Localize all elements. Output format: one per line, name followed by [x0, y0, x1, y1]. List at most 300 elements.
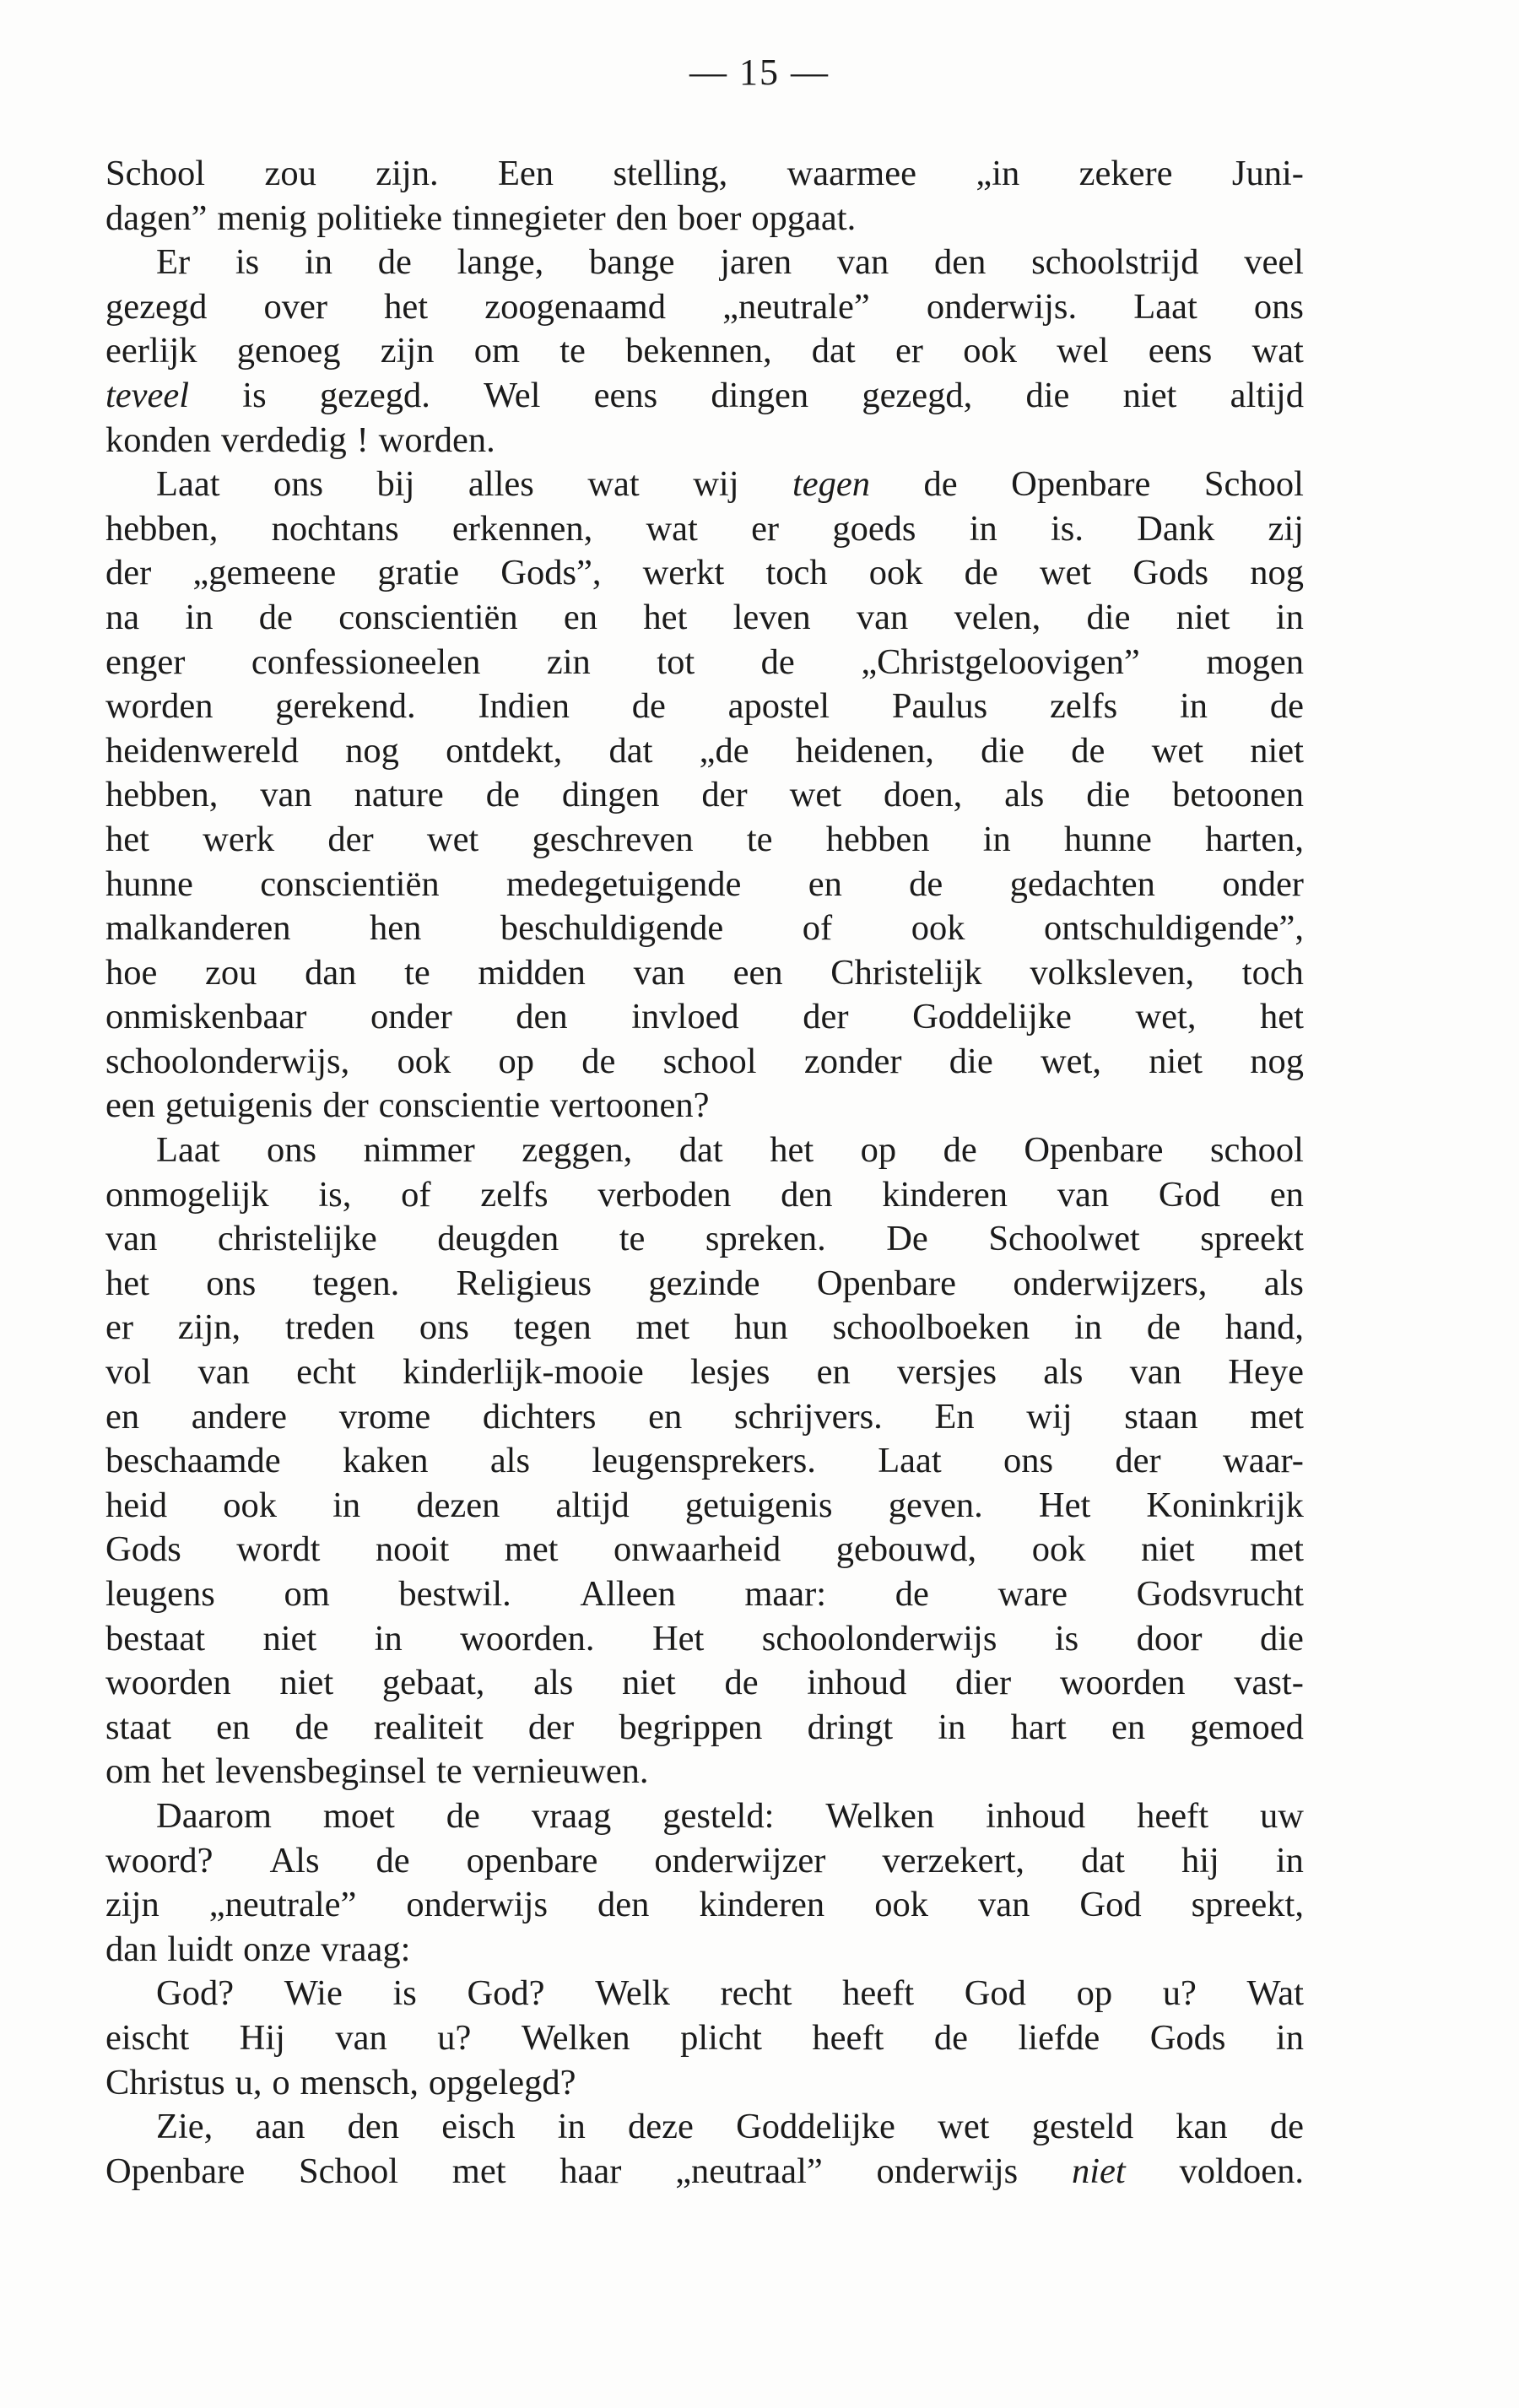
word: dat — [1081, 1840, 1125, 1880]
word: opgaat. — [751, 198, 857, 238]
word: als — [1263, 1263, 1304, 1303]
text-line — [105, 685, 1304, 729]
text-line — [105, 197, 1304, 241]
word: plicht — [680, 2017, 762, 2058]
word: schoolstrijd — [1031, 242, 1199, 283]
word: onderwijzer — [654, 1840, 826, 1880]
word: van — [633, 952, 685, 993]
word: menig — [217, 198, 307, 238]
word: Zie, — [156, 2107, 214, 2147]
word: zijn — [380, 331, 435, 371]
word: En — [934, 1396, 975, 1437]
word: schoolonderwijs, — [105, 1041, 350, 1081]
word: niet — [262, 1618, 317, 1659]
word: hunne — [105, 863, 193, 904]
word: en — [816, 1352, 851, 1393]
word: vol — [105, 1352, 152, 1393]
word: boer — [677, 198, 742, 238]
word: dichters — [482, 1396, 597, 1437]
word: wet — [938, 2107, 990, 2147]
word: ons — [273, 464, 324, 505]
word: der — [105, 553, 152, 593]
word: kinderen — [882, 1174, 1008, 1215]
word: hun — [734, 1307, 788, 1348]
word: Openbare — [1024, 1130, 1164, 1171]
word: Paulus — [891, 686, 988, 727]
word: der — [527, 1707, 575, 1747]
text-line — [105, 1839, 1304, 1884]
word: schrijvers. — [733, 1396, 883, 1437]
word: met — [1250, 1396, 1304, 1437]
word: toch — [1241, 952, 1304, 993]
word: eens — [1148, 331, 1213, 371]
word: heidenwereld — [105, 730, 299, 771]
word: van — [197, 1352, 250, 1393]
word: der — [803, 997, 849, 1037]
word: de — [376, 1840, 410, 1880]
word: nog — [1250, 1041, 1304, 1081]
word: apostel — [727, 686, 830, 727]
word: Alleen — [580, 1574, 676, 1614]
word: levensbeginsel — [215, 1751, 427, 1792]
word: God? — [156, 1973, 235, 2014]
word: altijd — [1230, 375, 1304, 415]
word: woorden — [1059, 1663, 1186, 1703]
word: dat — [811, 331, 856, 371]
word: vertoonen? — [549, 1085, 710, 1126]
word: na — [105, 597, 140, 637]
word: wat — [587, 464, 640, 505]
word: wij — [693, 464, 739, 505]
word: Gods — [1132, 553, 1209, 593]
word: gratie — [377, 553, 460, 593]
word: nog — [345, 730, 399, 771]
word: spreken. — [705, 1219, 826, 1259]
word: die — [1086, 775, 1131, 815]
word: Gods — [105, 1529, 181, 1570]
word: gesteld — [1031, 2107, 1134, 2147]
page-number: — 15 — — [689, 51, 830, 93]
word: Heye — [1228, 1352, 1304, 1393]
word: eischt — [105, 2017, 190, 2058]
word: zin — [546, 641, 591, 682]
word: eisch — [441, 2107, 516, 2147]
text-line — [105, 2150, 1304, 2194]
word: in — [1275, 1840, 1304, 1880]
word: hen — [370, 908, 422, 949]
text-line — [105, 1572, 1304, 1617]
word: „de — [699, 730, 749, 771]
word: is — [392, 1973, 417, 2014]
word: versjes — [896, 1352, 997, 1393]
word: tegen. — [312, 1263, 400, 1303]
word: verboden — [597, 1174, 732, 1215]
word: Openbare — [1011, 464, 1151, 505]
text-line — [105, 1040, 1304, 1085]
word: van — [977, 1885, 1030, 1925]
word: die — [1086, 597, 1131, 637]
text-line — [105, 1706, 1304, 1751]
word: wet, — [1040, 1041, 1101, 1081]
text-line — [105, 1262, 1304, 1307]
word: met — [635, 1307, 690, 1348]
word: Openbare — [816, 1263, 957, 1303]
word: ontschuldigende”, — [1043, 908, 1304, 949]
word: met — [451, 2151, 506, 2191]
word: te — [746, 819, 773, 859]
word: zekere — [1078, 154, 1173, 193]
word: openbare — [466, 1840, 598, 1880]
word: hand, — [1224, 1307, 1304, 1348]
word: die — [981, 730, 1025, 771]
text-line — [105, 241, 1304, 285]
word: bestwil. — [398, 1574, 511, 1614]
word: te — [404, 952, 430, 993]
word: die — [949, 1041, 993, 1081]
word: mogen — [1206, 641, 1304, 682]
word: om — [284, 1574, 330, 1614]
word: gezegd — [105, 286, 208, 327]
word: den — [615, 198, 668, 238]
word: ontdekt, — [446, 730, 563, 771]
word: goeds — [832, 508, 916, 549]
word: in — [1074, 1307, 1103, 1348]
word: getuigenis — [165, 1085, 313, 1126]
word: vraag: — [321, 1929, 411, 1969]
word: tinnegieter — [451, 198, 606, 238]
word: tot — [657, 641, 695, 682]
word: staan — [1124, 1396, 1198, 1437]
word: invloed — [631, 997, 739, 1037]
text-line — [105, 329, 1304, 374]
word: wordt — [236, 1529, 321, 1570]
word: leugensprekers. — [592, 1441, 816, 1481]
word: in — [1275, 2017, 1304, 2058]
word: liefde — [1018, 2017, 1100, 2058]
word: ons — [1253, 286, 1304, 327]
word: van — [335, 2017, 387, 2058]
word: ons — [419, 1307, 469, 1348]
word: erkennen, — [451, 508, 593, 549]
word: Laat — [878, 1441, 942, 1481]
word: school — [1210, 1130, 1304, 1171]
word: wij — [1026, 1396, 1073, 1437]
word: aan — [255, 2107, 305, 2147]
word: den — [597, 1885, 650, 1925]
word: nature — [354, 775, 444, 815]
word: de — [1146, 1307, 1181, 1348]
word: kan — [1176, 2107, 1228, 2147]
word: medegetuigende — [505, 863, 742, 904]
word: in — [969, 508, 997, 549]
word: realiteit — [373, 1707, 484, 1747]
word: niet — [1176, 597, 1230, 637]
word: de — [1269, 2107, 1304, 2147]
word: enger — [105, 641, 186, 682]
word: velen, — [954, 597, 1041, 637]
word: Godsvrucht — [1136, 1574, 1304, 1614]
word: dagen” — [105, 198, 208, 238]
word: Schoolwet — [988, 1219, 1140, 1259]
word: woorden — [105, 1663, 231, 1703]
word: zelfs — [480, 1174, 549, 1215]
word: Gods”, — [500, 553, 602, 593]
text-line — [105, 1661, 1304, 1706]
text-line — [105, 1794, 1304, 1839]
word: midden — [478, 952, 586, 993]
word: bange — [589, 242, 675, 283]
word: te — [619, 1219, 646, 1259]
text-line — [105, 1928, 1304, 1972]
word: God — [964, 1973, 1026, 2014]
word: God — [1079, 1885, 1142, 1925]
word: niet — [1250, 730, 1304, 771]
word: Wie — [284, 1973, 343, 2014]
word: die — [1259, 1618, 1304, 1659]
word: of — [802, 908, 833, 949]
word: is, — [318, 1174, 352, 1215]
word: School — [105, 154, 206, 193]
text-line — [105, 2105, 1304, 2150]
text-line — [105, 463, 1304, 507]
word: de — [923, 464, 958, 505]
word: de — [909, 863, 943, 904]
word: de — [943, 1130, 977, 1171]
word: volksleven, — [1030, 952, 1195, 993]
word: getuigenis — [684, 1485, 833, 1525]
word: Er — [156, 242, 191, 283]
word: niet — [1149, 1041, 1203, 1081]
word: Wat — [1246, 1973, 1304, 2014]
word: zij — [1268, 508, 1304, 549]
text-line — [105, 2016, 1304, 2061]
text-line — [105, 1883, 1304, 1928]
word: ons — [1003, 1441, 1054, 1481]
word: en — [1269, 1174, 1304, 1215]
word: onderwijs — [876, 2151, 1019, 2191]
word: „neutraal” — [675, 2151, 823, 2191]
text-line — [105, 773, 1304, 818]
word: onder — [1222, 863, 1304, 904]
word: dat — [608, 730, 653, 771]
word: kinderen — [699, 1885, 825, 1925]
word: in — [374, 1618, 403, 1659]
word: een — [105, 1085, 155, 1126]
word: hebben, — [105, 775, 219, 815]
word: zou — [205, 952, 257, 993]
word: Welken — [825, 1795, 935, 1836]
word: De — [886, 1219, 928, 1259]
word: kinderlijk-mooie — [403, 1352, 644, 1393]
word: ook — [223, 1485, 278, 1525]
word: in — [982, 819, 1011, 859]
word: dingen — [711, 375, 809, 415]
word: met — [504, 1529, 559, 1570]
word: dan — [305, 952, 357, 993]
word: Laat — [1133, 286, 1197, 327]
word: Dank — [1137, 508, 1215, 549]
word: het — [643, 597, 688, 637]
word: de — [377, 242, 412, 283]
word: op — [498, 1041, 534, 1081]
body-text — [105, 152, 1304, 2194]
word: gezegd. — [319, 375, 430, 415]
word: school — [662, 1041, 757, 1081]
word: Welk — [595, 1973, 670, 2014]
word: leugens — [105, 1574, 215, 1614]
word: u? — [1162, 1973, 1197, 2014]
text-line — [105, 1350, 1304, 1395]
word: nooit — [375, 1529, 450, 1570]
word: wet — [426, 819, 479, 859]
word: worden — [105, 686, 214, 727]
word: geschreven — [532, 819, 694, 859]
word: van — [856, 597, 909, 637]
emphasized-word: teveel — [105, 375, 190, 415]
word: conscientiën — [260, 863, 440, 904]
word: opgelegd? — [428, 2062, 576, 2102]
word: de — [895, 1574, 929, 1614]
word: u? — [437, 2017, 472, 2058]
word: ware — [997, 1574, 1068, 1614]
word: nimmer — [363, 1130, 475, 1171]
word: staat — [105, 1707, 171, 1747]
text-line — [105, 1173, 1304, 1218]
word: School — [1203, 464, 1304, 505]
word: bij — [376, 464, 415, 505]
word: in — [332, 1485, 361, 1525]
text-line — [105, 729, 1304, 774]
word: leven — [732, 597, 811, 637]
word: ons — [206, 1263, 257, 1303]
word: vast- — [1234, 1663, 1304, 1703]
word: „in — [976, 154, 1020, 193]
word: den — [516, 997, 568, 1037]
word: vraag — [531, 1795, 612, 1836]
word: eerlijk — [105, 331, 197, 371]
text-line — [105, 1084, 1304, 1128]
text-line — [105, 1528, 1304, 1572]
word: uw — [1259, 1795, 1304, 1836]
word: nochtans — [271, 508, 399, 549]
word: christelijke — [217, 1219, 377, 1259]
word: verzekert, — [882, 1840, 1025, 1880]
word: gebouwd, — [835, 1529, 977, 1570]
word: „Christgeloovigen” — [861, 641, 1140, 682]
word: dezen — [416, 1485, 500, 1525]
word: er — [105, 1307, 134, 1348]
word: om — [105, 1751, 152, 1792]
word: Religieus — [456, 1263, 592, 1303]
word: en — [105, 1396, 140, 1437]
text-line — [105, 951, 1304, 996]
word: waarmee — [787, 154, 916, 193]
word: een — [732, 952, 783, 993]
word: hebben, — [105, 508, 219, 549]
word: Als — [269, 1840, 320, 1880]
word: lange, — [457, 242, 544, 283]
word: deugden — [437, 1219, 559, 1259]
word: op — [860, 1130, 897, 1171]
word: vernieuwen. — [472, 1751, 649, 1792]
text-line — [105, 863, 1304, 907]
word: Een — [497, 154, 554, 193]
word: het — [384, 286, 429, 327]
word: worden. — [378, 419, 495, 460]
word: voldoen. — [1179, 2151, 1304, 2191]
word: bekennen, — [625, 331, 772, 371]
word: van — [1057, 1174, 1110, 1215]
text-line — [105, 818, 1304, 863]
word: moet — [322, 1795, 395, 1836]
word: den — [781, 1174, 833, 1215]
word: om — [473, 331, 520, 371]
word: in — [1275, 597, 1304, 637]
word: de — [295, 1707, 329, 1747]
word: gezegd, — [862, 375, 973, 415]
word: het — [161, 1751, 206, 1792]
word: echt — [296, 1352, 356, 1393]
word: geven. — [888, 1485, 983, 1525]
word: heeft — [1137, 1795, 1209, 1836]
word: onmogelijk — [105, 1174, 269, 1215]
word: zelfs — [1049, 686, 1118, 727]
word: werkt — [642, 553, 725, 593]
word: Openbare — [105, 2151, 246, 2191]
word: stelling, — [613, 154, 728, 193]
word: zijn, — [177, 1307, 241, 1348]
word: gebaat, — [381, 1663, 485, 1703]
word: die — [1025, 375, 1070, 415]
text-line — [105, 906, 1304, 951]
word: dan — [105, 1929, 158, 1969]
word: door — [1136, 1618, 1203, 1659]
word: en — [563, 597, 598, 637]
word: Het — [651, 1618, 705, 1659]
word: betoonen — [1172, 775, 1304, 815]
word: zoogenaamd — [484, 286, 666, 327]
word: van — [260, 775, 312, 815]
word: te — [559, 331, 586, 371]
word: schoolboeken — [832, 1307, 1030, 1348]
word: niet — [622, 1663, 676, 1703]
word: als — [533, 1663, 574, 1703]
word: treden — [284, 1307, 376, 1348]
word: God — [1158, 1174, 1221, 1215]
word: jaren — [720, 242, 792, 283]
word: de — [258, 597, 293, 637]
word: is — [1054, 1618, 1079, 1659]
word: heeft — [842, 1973, 915, 2014]
word: der — [701, 775, 748, 815]
word: begrippen — [619, 1707, 763, 1747]
word: in — [185, 597, 214, 637]
word: is — [242, 375, 267, 415]
word: en — [648, 1396, 683, 1437]
word: Indien — [478, 686, 570, 727]
word: ook — [874, 1885, 928, 1925]
word: altijd — [555, 1485, 630, 1525]
word: maar: — [744, 1574, 827, 1614]
word: gemoed — [1190, 1707, 1304, 1747]
word: gedachten — [1009, 863, 1155, 904]
word: spreekt, — [1191, 1885, 1304, 1925]
word: hoe — [105, 952, 158, 993]
word: waar- — [1223, 1441, 1304, 1481]
word: dingen — [561, 775, 660, 815]
word: hunne — [1064, 819, 1152, 859]
word: conscientie — [378, 1085, 540, 1126]
